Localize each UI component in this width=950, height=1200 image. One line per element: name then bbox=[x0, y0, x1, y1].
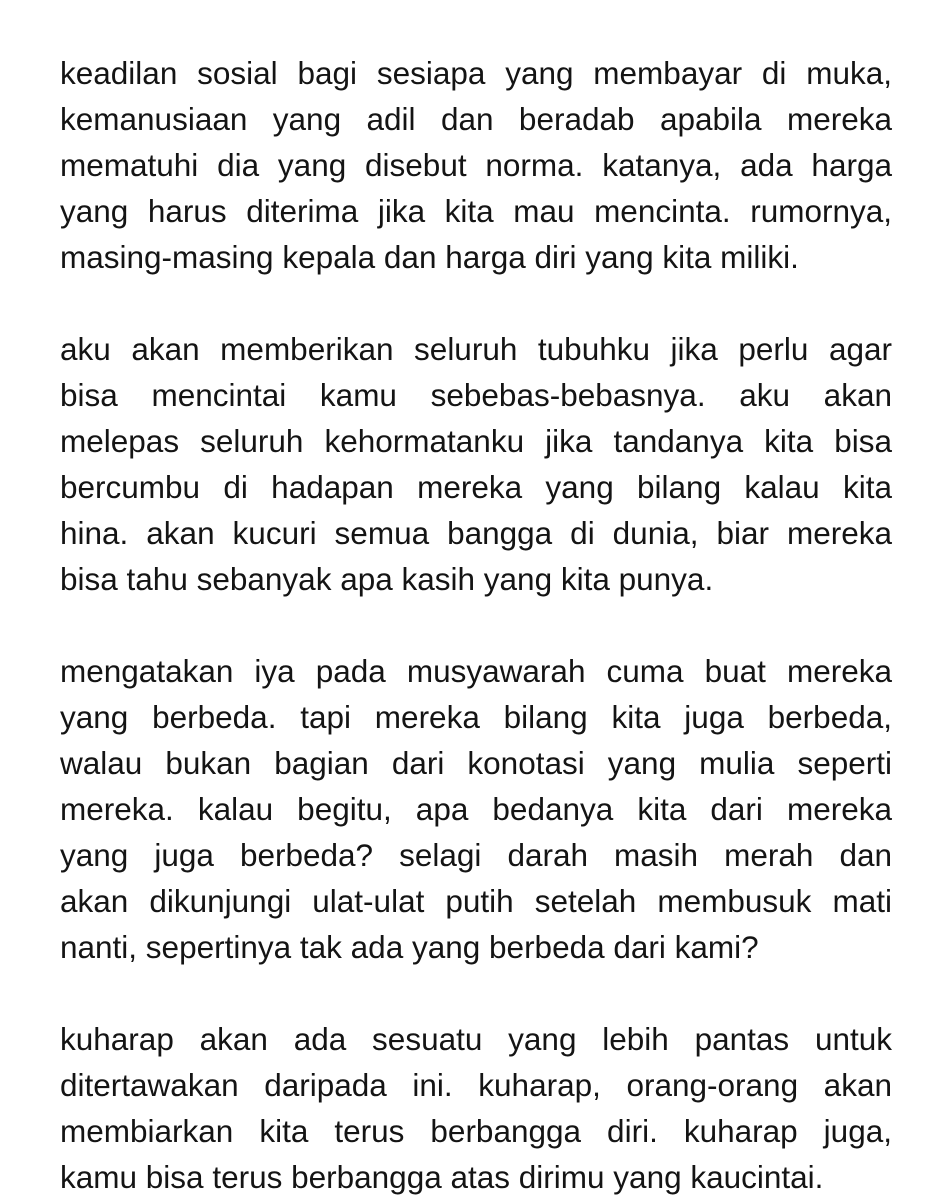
text-line: mereka. kalau begitu, apa bedanya kita dari mereka bbox=[60, 791, 892, 827]
document-body bbox=[60, 50, 892, 1200]
text-line: yang harus diterima jika kita mau mencinta. rumornya, bbox=[60, 193, 892, 229]
text-line: mematuhi dia yang disebut norma. katanya, ada harga bbox=[60, 147, 892, 183]
text-line: hina. akan kucuri semua bangga di dunia, biar mereka bbox=[60, 515, 892, 551]
text-line: walau bukan bagian dari konotasi yang mulia seperti bbox=[60, 745, 892, 781]
text-line: masing-masing kepala dan harga diri yang kita miliki. bbox=[60, 239, 799, 275]
paragraph-1 bbox=[60, 50, 892, 280]
text-line: yang juga berbeda? selagi darah masih merah dan bbox=[60, 837, 892, 873]
text-line: bisa mencintai kamu sebebas-bebasnya. aku akan bbox=[60, 377, 892, 413]
text-line: yang berbeda. tapi mereka bilang kita juga berbeda, bbox=[60, 699, 892, 735]
text-line: mengatakan iya pada musyawarah cuma buat mereka bbox=[60, 653, 892, 689]
paragraph-4 bbox=[60, 1016, 892, 1200]
text-line: akan dikunjungi ulat-ulat putih setelah membusuk mati bbox=[60, 883, 892, 919]
text-line: aku akan memberikan seluruh tubuhku jika perlu agar bbox=[60, 331, 892, 367]
text-line: bisa tahu sebanyak apa kasih yang kita punya. bbox=[60, 561, 714, 597]
paragraph-2 bbox=[60, 326, 892, 602]
text-line: keadilan sosial bagi sesiapa yang membayar di muka, bbox=[60, 55, 892, 91]
text-line: kemanusiaan yang adil dan beradab apabila mereka bbox=[60, 101, 892, 137]
text-line: kamu bisa terus berbangga atas dirimu yang kaucintai. bbox=[60, 1159, 824, 1195]
text-line: kuharap akan ada sesuatu yang lebih pantas untuk bbox=[60, 1021, 892, 1057]
paragraph-3 bbox=[60, 648, 892, 970]
text-line: membiarkan kita terus berbangga diri. kuharap juga, bbox=[60, 1113, 892, 1149]
text-line: melepas seluruh kehormatanku jika tandanya kita bisa bbox=[60, 423, 892, 459]
text-line: bercumbu di hadapan mereka yang bilang kalau kita bbox=[60, 469, 892, 505]
text-line: ditertawakan daripada ini. kuharap, orang-orang akan bbox=[60, 1067, 892, 1103]
text-line: nanti, sepertinya tak ada yang berbeda dari kami? bbox=[60, 929, 759, 965]
